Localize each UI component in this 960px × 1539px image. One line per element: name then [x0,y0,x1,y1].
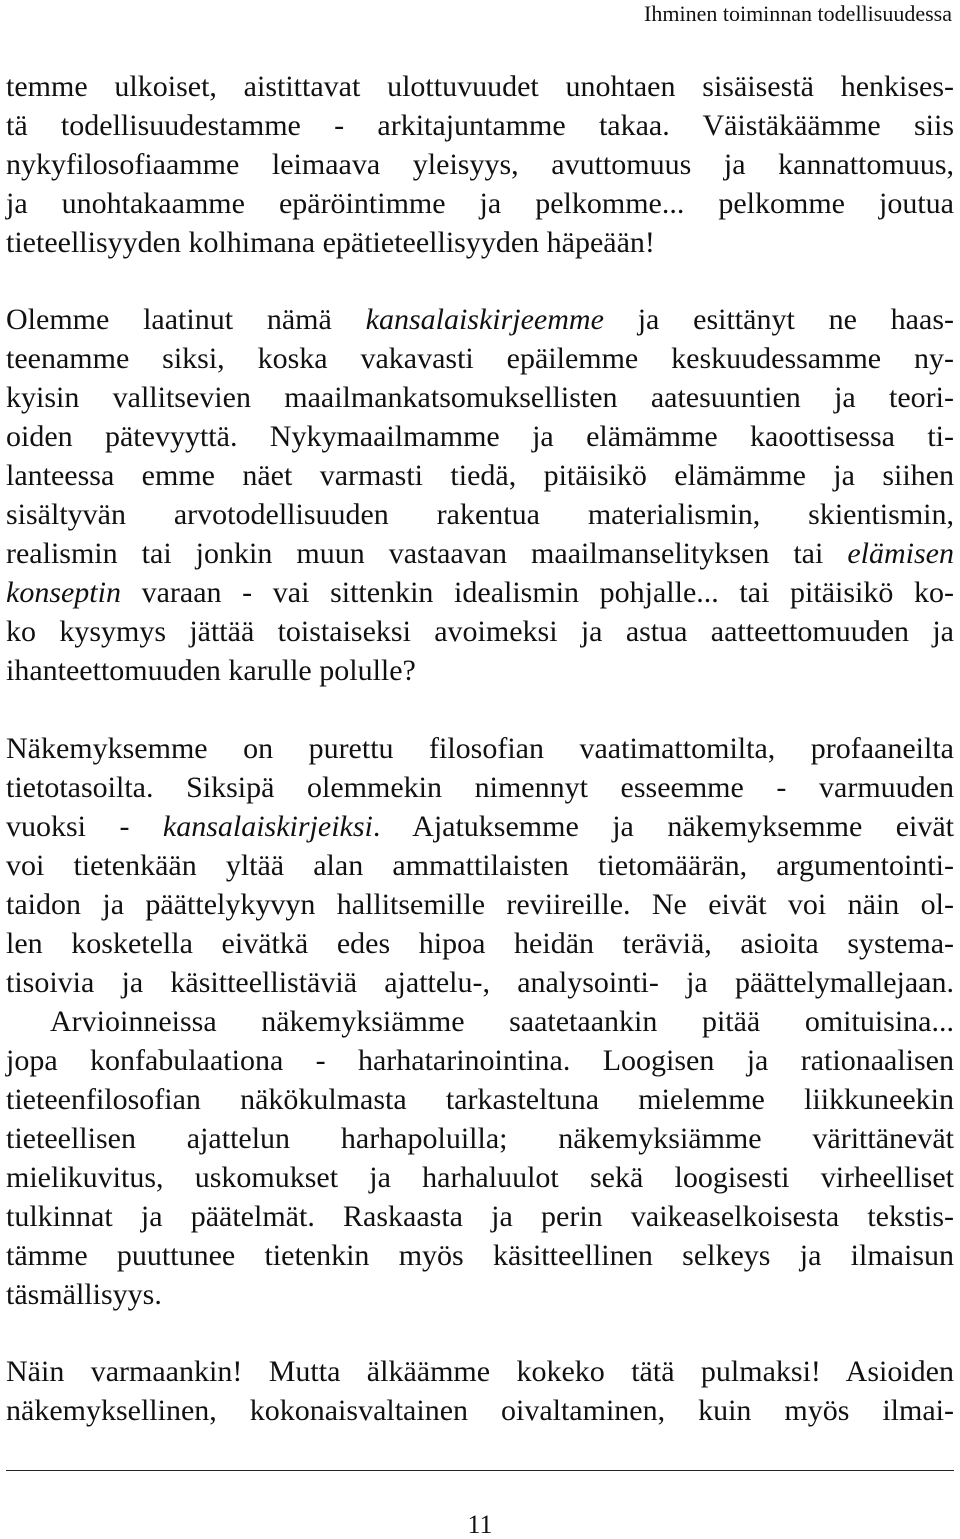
text-line: tietotasoilta. Siksipä olemmekin nimennyt esseemme - varmuuden [6,771,954,804]
text-line: sisältyvän arvotodellisuuden rakentua materialismin, skientismin, [6,498,954,531]
text-line: len kosketella eivätkä edes hipoa heidän teräviä, asioita systema- [6,927,954,960]
text-line: lanteessa emme näet varmasti tiedä, pitäisikö elämämme ja siihen [6,459,954,492]
text-line: ihanteettomuuden karulle polulle? [6,654,416,687]
text-line: tieteellisyyden kolhimana epätieteellisyyden häpeään! [6,226,655,259]
text-line: voi tietenkään yltää alan ammattilaisten tietomäärän, argumentointi- [6,849,954,882]
text-line: oiden pätevyyttä. Nykymaailmamme ja elämämme kaoottisessa ti- [6,420,954,453]
text-line: tieteenfilosofian näkökulmasta tarkasteltuna mielemme liikkuneekin [6,1083,954,1116]
emphasis: elämisen [847,537,954,570]
text-line: vuoksi - kansalaiskirjeiksi. Ajatuksemme ja näkemyksemme eivät [6,810,954,843]
running-header: Ihminen toiminnan todellisuudessa [644,1,952,26]
emphasis: konseptin [6,576,121,609]
text-line: taidon ja päättelykyvyn hallitsemille reviireille. Ne eivät voi näin ol- [6,888,954,921]
text-line: realismin tai jonkin muun vastaavan maailmanselityksen tai elämisen [6,537,954,570]
text-line: ja unohtakaamme epäröintimme ja pelkomme... pelkomme joutua [6,187,954,220]
text-line: temme ulkoiset, aistittavat ulottuvuudet unohtaen sisäisestä henkises- [6,70,954,103]
footer-rule [6,1470,954,1471]
text-line: tisoivia ja käsitteellistäviä ajattelu-, analysointi- ja päättelymallejaan. [6,966,954,999]
text-line: Arvioinneissa näkemyksiämme saatetaankin pitää omituisina... [50,1005,954,1038]
text-line: tä todellisuudestamme - arkitajuntamme takaa. Väistäkäämme siis [6,109,954,142]
page-number: 11 [467,1510,493,1539]
text-line: näkemyksellinen, kokonaisvaltainen oivaltaminen, kuin myös ilmai- [6,1394,954,1427]
emphasis: kansalaiskirjeiksi [162,810,373,843]
text-line: jopa konfabulaationa - harhatarinointina. Loogisen ja rationaalisen [6,1044,954,1077]
text-line: kyisin vallitsevien maailmankatsomuksellisten aatesuuntien ja teori- [6,381,954,414]
text-line: täsmällisyys. [6,1278,162,1311]
emphasis: kansalaiskirjeemme [365,303,604,336]
text-line: konseptin varaan - vai sittenkin idealismin pohjalle... tai pitäisikö ko- [6,576,954,609]
text-line: tulkinnat ja päätelmät. Raskaasta ja perin vaikeaselkoisesta tekstis- [6,1200,954,1233]
text-line: tämme puuttunee tietenkin myös käsitteellinen selkeys ja ilmaisun [6,1239,954,1272]
text-line: teenamme siksi, koska vakavasti epäilemme keskuudessamme ny- [6,342,954,375]
text-line: Näkemyksemme on purettu filosofian vaatimattomilta, profaaneilta [6,732,954,765]
text-line: tieteellisen ajattelun harhapoluilla; näkemyksiämme värittänevät [6,1122,954,1155]
text-line: nykyfilosofiaamme leimaava yleisyys, avuttomuus ja kannattomuus, [6,148,954,181]
text-line: mielikuvitus, uskomukset ja harhaluulot sekä loogisesti virheelliset [6,1161,954,1194]
text-line: Näin varmaankin! Mutta älkäämme kokeko tätä pulmaksi! Asioiden [6,1355,954,1388]
text-line: ko kysymys jättää toistaiseksi avoimeksi ja astua aatteettomuuden ja [6,615,954,648]
text-line: Olemme laatinut nämä kansalaiskirjeemme ja esittänyt ne haas- [6,303,954,336]
